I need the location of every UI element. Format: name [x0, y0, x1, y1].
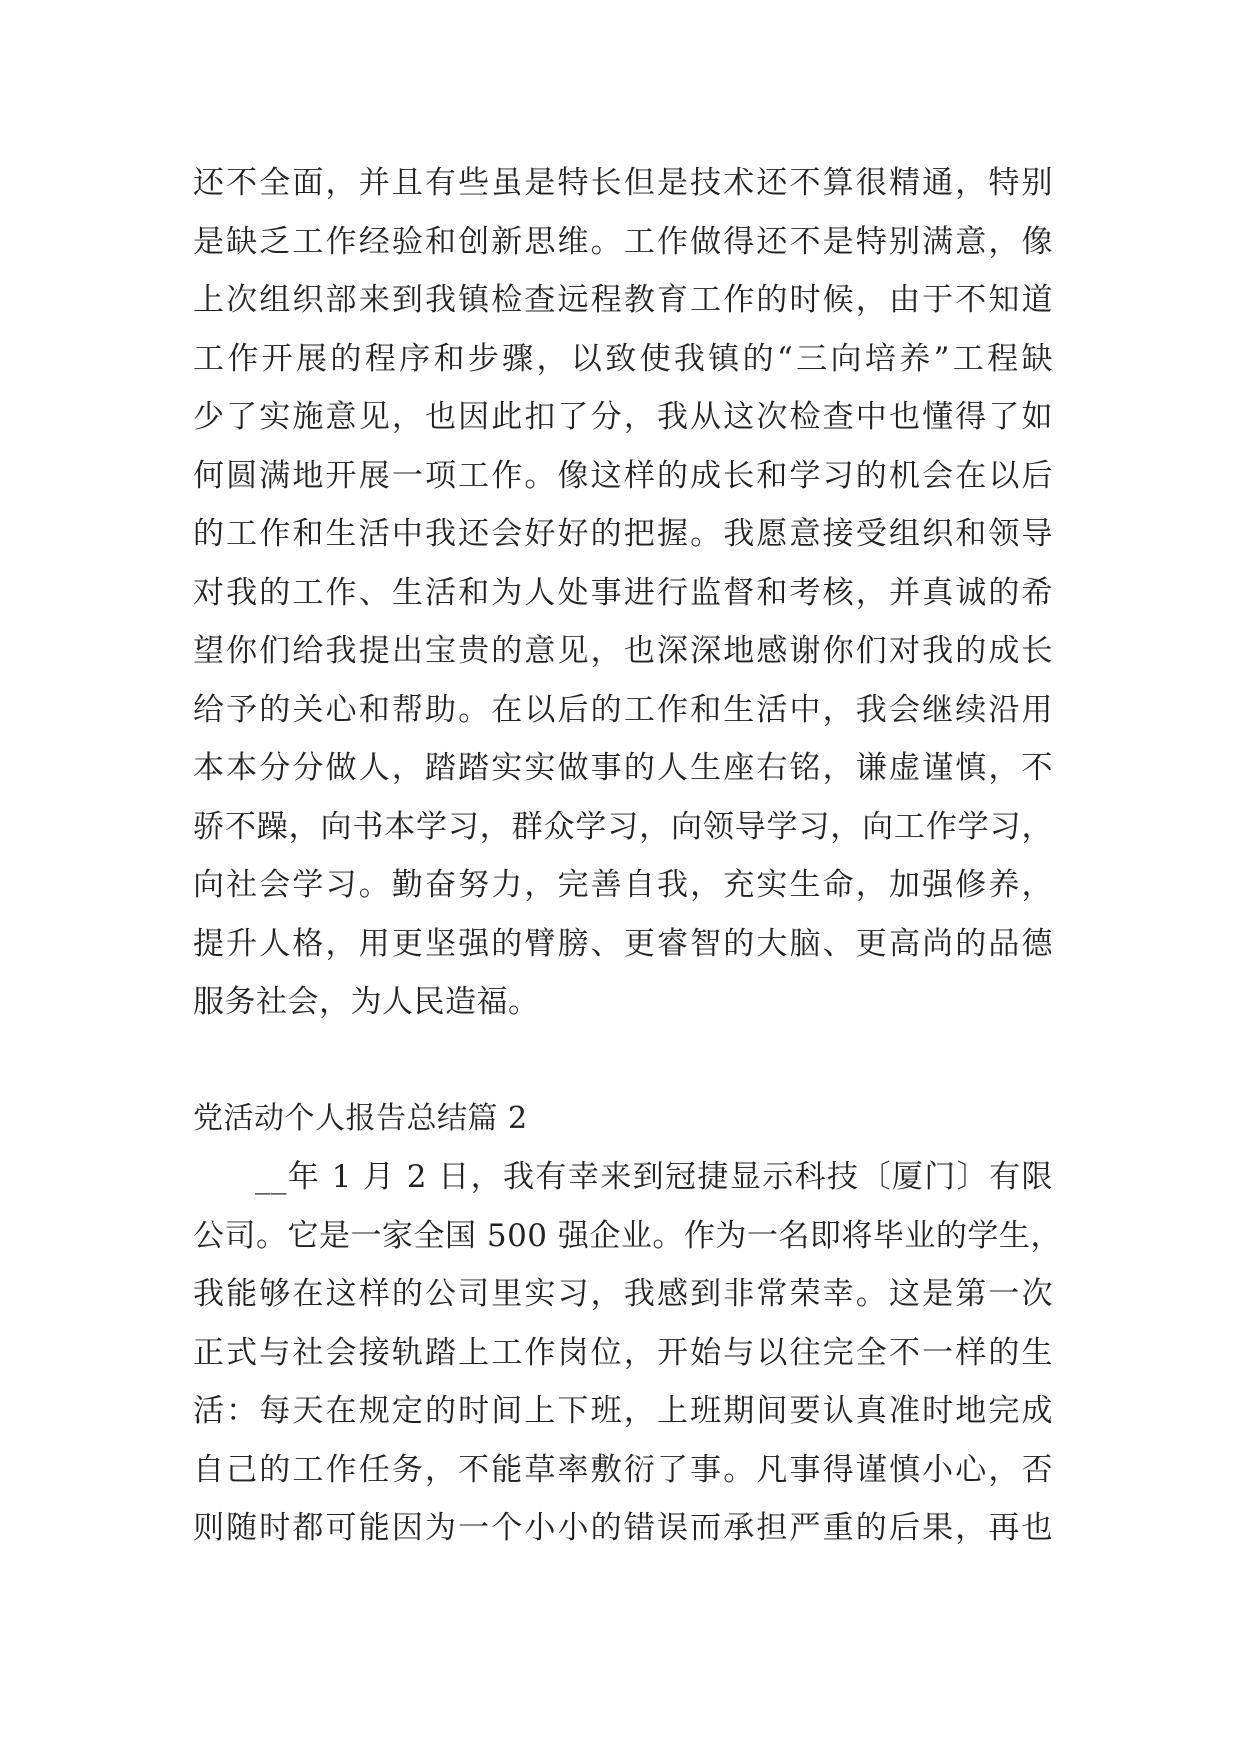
paragraph-line: 给予的关心和帮助。在以后的工作和生活中，我会继续沿用 — [193, 691, 1053, 728]
document-body — [193, 154, 1062, 1558]
paragraph-line: 提升人格，用更坚强的臂膀、更睿智的大脑、更高尚的品德 — [193, 925, 1053, 962]
paragraph-line: 公司。它是一家全国 500 强企业。作为一名即将毕业的学生， — [193, 1217, 1062, 1254]
paragraph-line: 上次组织部来到我镇检查远程教育工作的时候，由于不知道 — [193, 282, 1053, 318]
paragraph-line: 还不全面，并且有些虽是特长但是技术还不算很精通，特别 — [193, 165, 1053, 201]
paragraph-line: 活：每天在规定的时间上下班，上班期间要认真准时地完成 — [193, 1393, 1053, 1429]
paragraph-line: 自己的工作任务，不能草率敷衍了事。凡事得谨慎小心，否 — [193, 1451, 1053, 1488]
paragraph-line: 是缺乏工作经验和创新思维。工作做得还不是特别满意，像 — [193, 223, 1053, 260]
paragraph-line: 本本分分做人，踏踏实实做事的人生座右铭，谦虚谨慎，不 — [193, 750, 1053, 786]
section-2-paragraph — [193, 1148, 1062, 1558]
paragraph-line: __年 1 月 2 日，我有幸来到冠捷显示科技〔厦门〕有限 — [255, 1159, 1053, 1195]
paragraph-line: 则随时都可能因为一个小小的错误而承担严重的后果，再也 — [193, 1510, 1053, 1546]
paragraph-line: 服务社会，为人民造福。 — [193, 984, 540, 1020]
paragraph-line: 向社会学习。勤奋努力，完善自我，充实生命，加强修养， — [193, 867, 1053, 903]
section-2-title: 党活动个人报告总结篇 2 — [193, 1100, 528, 1136]
paragraph-line: 工作开展的程序和步骤，以致使我镇的“三向培养”工程缺 — [193, 340, 1053, 377]
paragraph-line: 少了实施意见，也因此扣了分，我从这次检查中也懂得了如 — [193, 399, 1053, 435]
paragraph-line: 的工作和生活中我还会好好的把握。我愿意接受组织和领导 — [193, 516, 1053, 552]
paragraph-line: 对我的工作、生活和为人处事进行监督和考核，并真诚的希 — [193, 574, 1053, 611]
paragraph-line: 望你们给我提出宝贵的意见，也深深地感谢你们对我的成长 — [193, 633, 1053, 669]
paragraph-line: 我能够在这样的公司里实习，我感到非常荣幸。这是第一次 — [193, 1276, 1053, 1312]
section-1-paragraph — [193, 154, 1053, 1032]
paragraph-line: 正式与社会接轨踏上工作岗位，开始与以往完全不一样的生 — [193, 1334, 1053, 1371]
paragraph-line: 何圆满地开展一项工作。像这样的成长和学习的机会在以后 — [193, 457, 1053, 494]
paragraph-line: 骄不躁，向书本学习，群众学习，向领导学习，向工作学习， — [193, 808, 1053, 845]
